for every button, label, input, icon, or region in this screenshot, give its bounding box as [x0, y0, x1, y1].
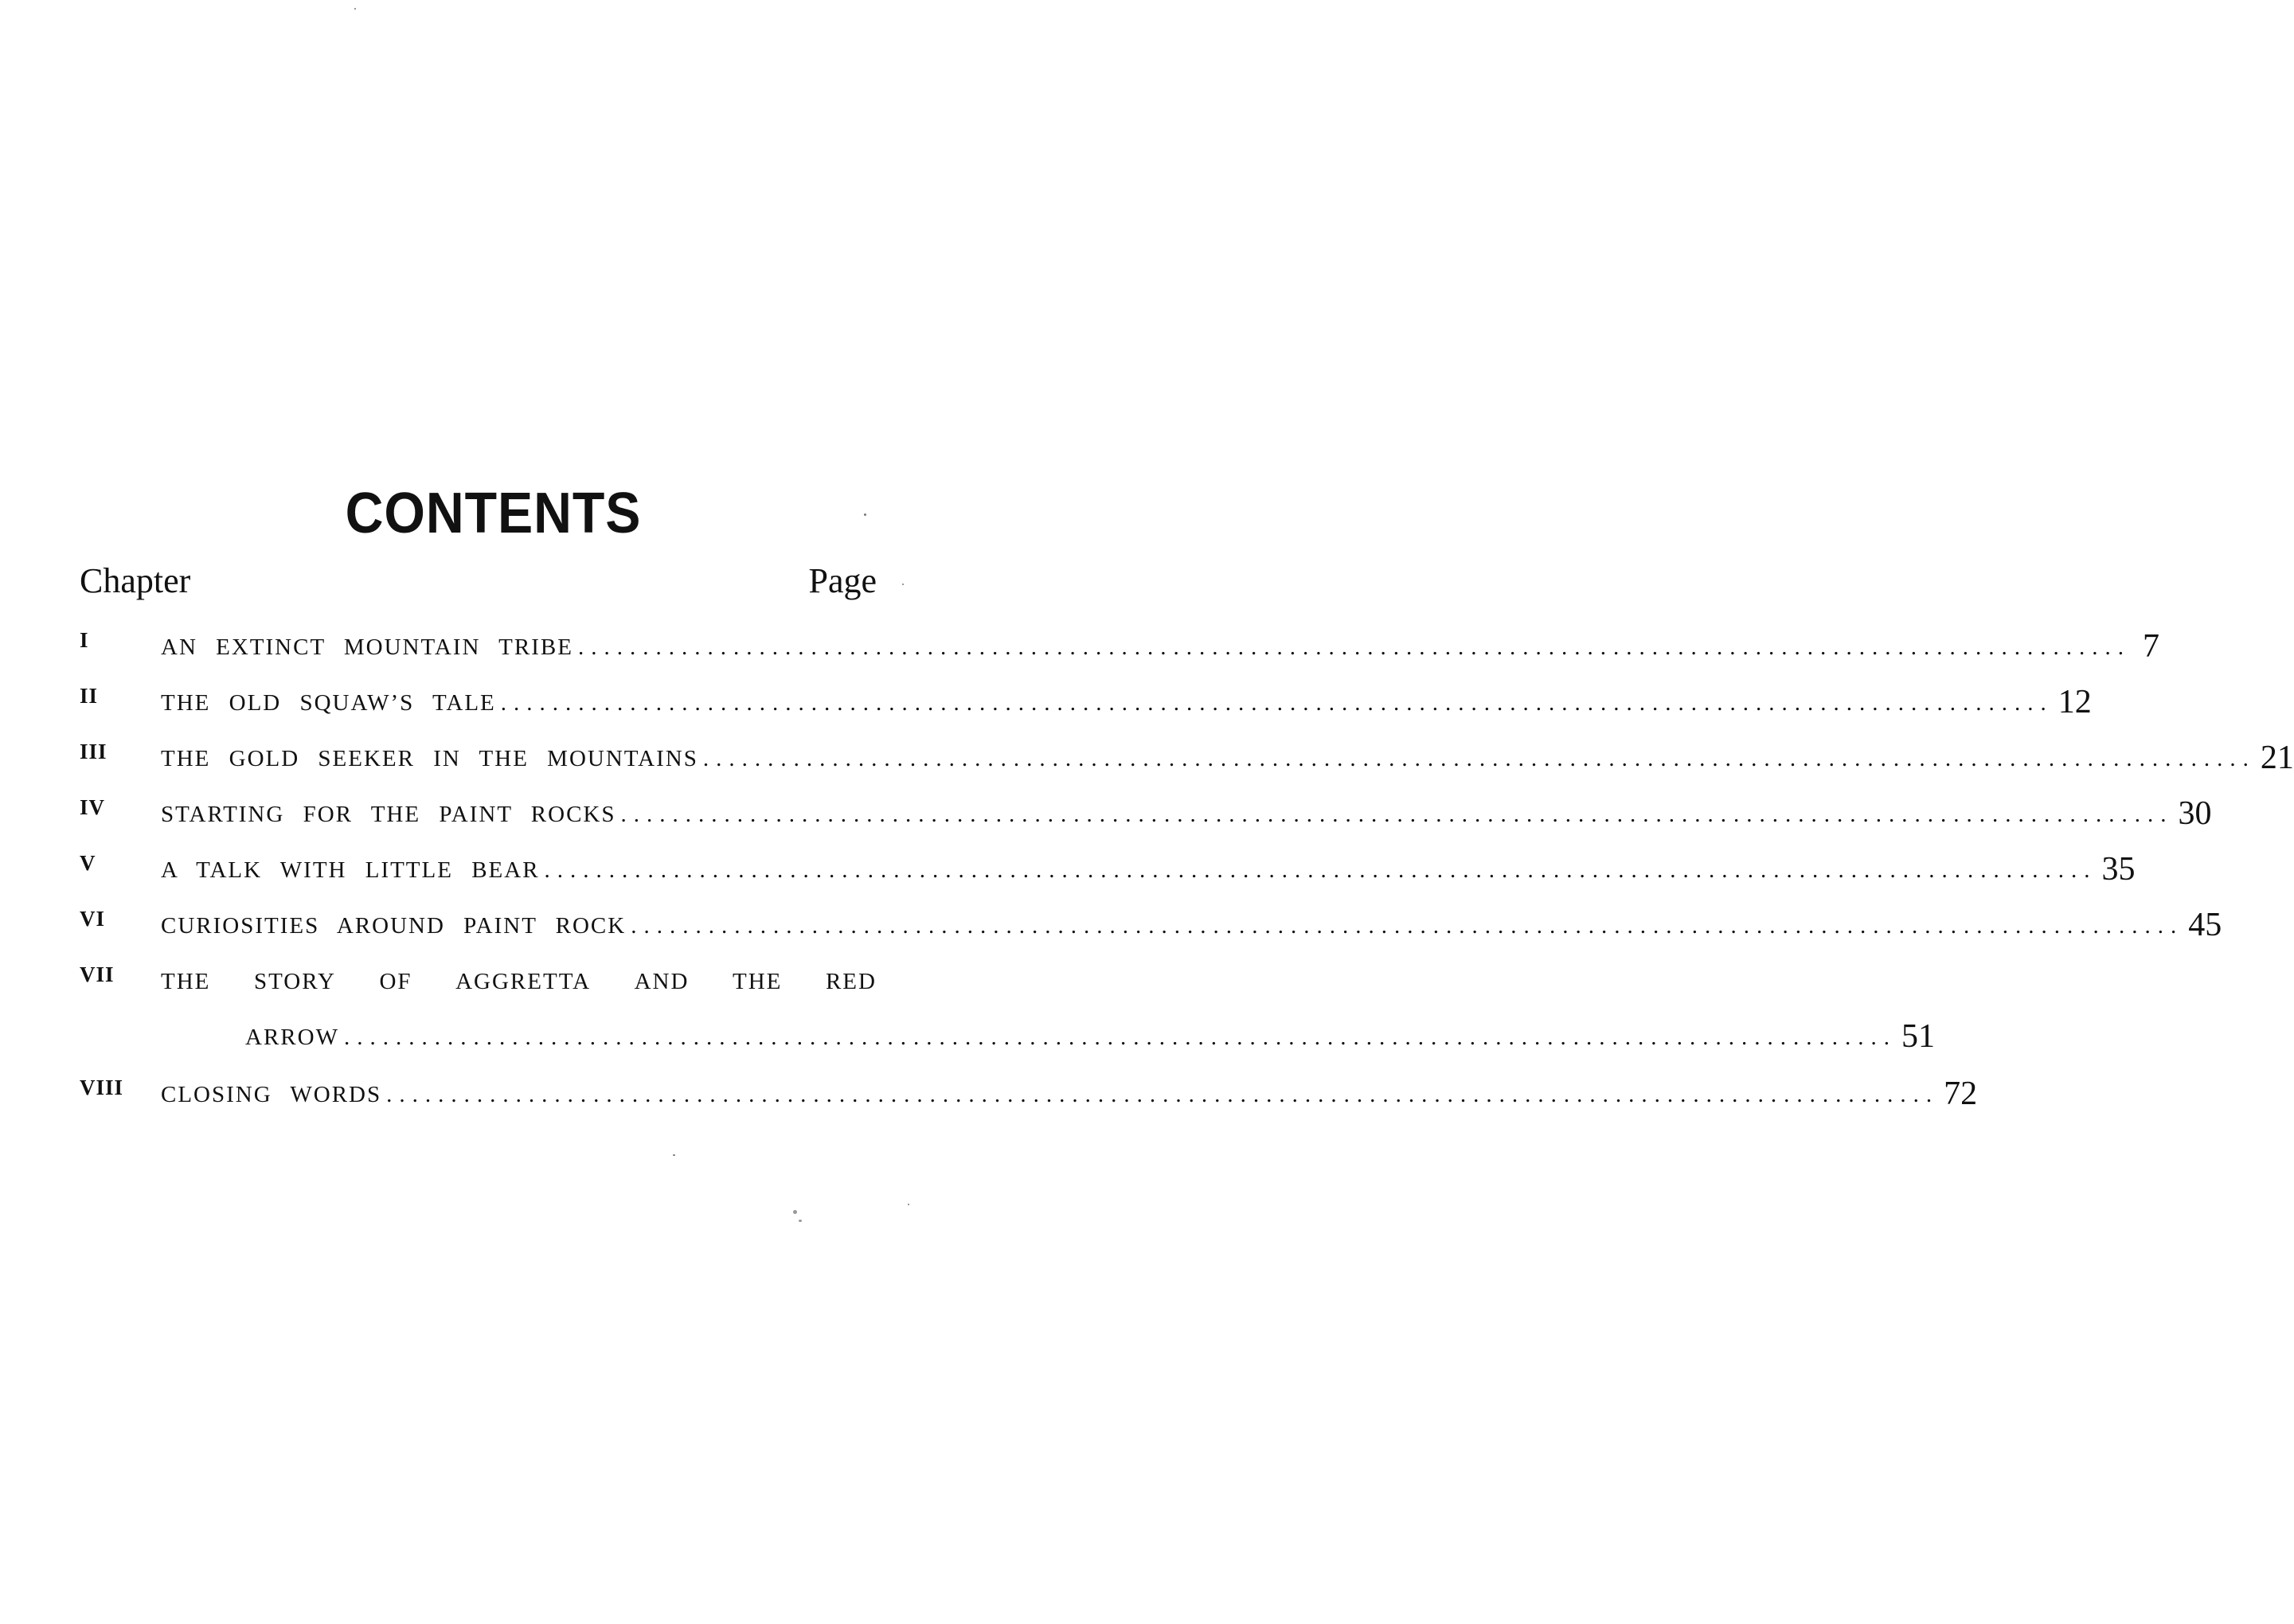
contents-entry: [80, 728, 2294, 784]
page-number: 45: [2188, 907, 2222, 943]
chapter-title: STARTING FOR THE PAINT ROCKS: [161, 802, 616, 827]
dot-leader: ........................................................................................................................: [500, 690, 2054, 716]
chapter-number: III: [80, 740, 107, 763]
chapter-title: THE OLD SQUAW’S TALE: [161, 690, 496, 716]
title-word: THE: [161, 969, 211, 994]
dot-leader: ........................................................................................................................: [386, 1082, 1940, 1107]
page-number: 51: [1901, 1018, 1935, 1055]
title-word: OF: [379, 969, 412, 994]
title-word: THE: [733, 969, 783, 994]
dot-leader: ........................................................................................................................: [544, 857, 2097, 883]
paper-speck: [673, 1154, 675, 1156]
contents-entry-continuation: [80, 1007, 1935, 1064]
dot-leader: ........................................................................................................................: [577, 634, 2131, 660]
chapter-number: VI: [80, 907, 106, 931]
paper-speck: [864, 513, 866, 516]
chapter-number: IV: [80, 795, 106, 819]
chapter-number: II: [80, 684, 99, 708]
title-word: STORY: [253, 969, 336, 994]
paper-speck: [908, 1204, 909, 1205]
chapter-title: CLOSING WORDS: [161, 1082, 382, 1107]
title-word: AND: [634, 969, 690, 994]
page-number: 72: [1944, 1076, 1978, 1112]
chapter-title: A TALK WITH LITTLE BEAR: [161, 857, 540, 883]
paper-speck: [799, 1220, 802, 1222]
chapter-number: VII: [80, 962, 115, 986]
page-number: 7: [2142, 628, 2159, 665]
page-title: CONTENTS: [345, 482, 642, 545]
page-number: 12: [2058, 684, 2092, 720]
chapter-title-continuation: ARROW: [245, 1025, 339, 1050]
page-number: 30: [2178, 795, 2212, 832]
contents-entry: [80, 1064, 1978, 1120]
chapter-number: VIII: [80, 1076, 124, 1099]
contents-list: [80, 617, 2294, 1120]
contents-entry: [80, 896, 2222, 951]
page-number: 35: [2101, 851, 2136, 888]
dot-leader: ........................................................................................................................: [620, 802, 2174, 827]
chapter-title: CURIOSITIES AROUND PAINT ROCK: [161, 913, 627, 939]
chapter-number: I: [80, 628, 89, 652]
page-column-header: Page: [808, 561, 877, 600]
contents-entry: [80, 673, 2092, 728]
paper-speck: [793, 1210, 797, 1214]
paper-speck: [354, 8, 356, 10]
dot-leader: ........................................................................................................................: [343, 1025, 1897, 1050]
chapter-title: THE GOLD SEEKER IN THE MOUNTAINS: [161, 746, 698, 771]
chapter-column-header: Chapter: [80, 561, 191, 600]
paper-speck: [902, 584, 904, 585]
title-word: AGGRETTA: [455, 969, 592, 994]
chapter-number: V: [80, 851, 96, 875]
contents-entry: [80, 617, 2159, 673]
contents-entry: [80, 784, 2212, 840]
dot-leader: ........................................................................................................................: [631, 913, 2184, 939]
chapter-title: [161, 966, 877, 999]
title-word: RED: [825, 969, 877, 994]
contents-entry: [80, 840, 2136, 896]
contents-entry: [80, 951, 877, 1007]
dot-leader: ........................................................................................................................: [702, 746, 2256, 771]
chapter-title: AN EXTINCT MOUNTAIN TRIBE: [161, 634, 573, 660]
page-number: 21: [2260, 740, 2294, 776]
